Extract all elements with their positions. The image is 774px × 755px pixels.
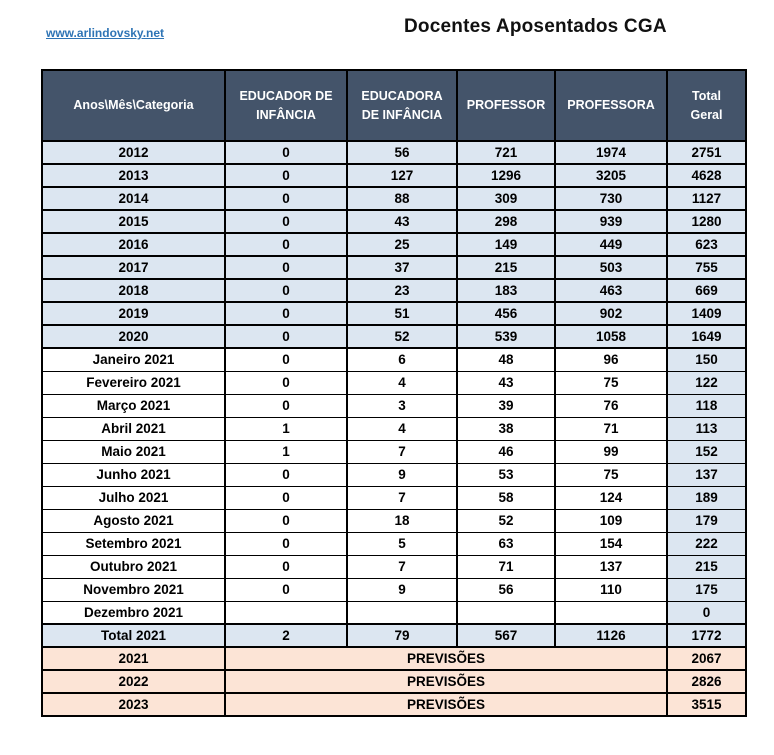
value-cell: 183 — [457, 279, 555, 302]
value-cell: 0 — [225, 532, 347, 555]
table-row — [42, 670, 746, 693]
table-row — [42, 394, 746, 417]
value-cell: 56 — [457, 578, 555, 601]
total-cell: 2826 — [667, 670, 746, 693]
value-cell: 76 — [555, 394, 667, 417]
table-row — [42, 578, 746, 601]
total-cell: 1409 — [667, 302, 746, 325]
total-cell: 122 — [667, 371, 746, 394]
value-cell: 539 — [457, 325, 555, 348]
value-cell: 0 — [225, 210, 347, 233]
value-cell — [555, 601, 667, 624]
column-header-educador-de-infancia — [225, 70, 347, 141]
value-cell: 1058 — [555, 325, 667, 348]
total-cell: 150 — [667, 348, 746, 371]
row-label-cell: 2021 — [42, 647, 225, 670]
table-row — [42, 164, 746, 187]
value-cell: 4 — [347, 371, 457, 394]
site-link[interactable]: www.arlindovsky.net — [46, 26, 165, 40]
value-cell: 567 — [457, 624, 555, 647]
total-cell: 1127 — [667, 187, 746, 210]
column-header-label: EDUCADOR DE INFÂNCIA — [239, 88, 333, 122]
value-cell: 137 — [555, 555, 667, 578]
value-cell: 9 — [347, 463, 457, 486]
value-cell: 43 — [457, 371, 555, 394]
row-label-cell: 2015 — [42, 210, 225, 233]
table-row — [42, 256, 746, 279]
value-cell: 215 — [457, 256, 555, 279]
table-row — [42, 187, 746, 210]
column-header-educadora-de-infancia — [347, 70, 457, 141]
value-cell: 7 — [347, 486, 457, 509]
value-cell: 48 — [457, 348, 555, 371]
row-label-cell: Novembro 2021 — [42, 578, 225, 601]
total-cell: 189 — [667, 486, 746, 509]
row-label-cell: Agosto 2021 — [42, 509, 225, 532]
table-row — [42, 647, 746, 670]
table-row — [42, 141, 746, 164]
value-cell: 0 — [225, 348, 347, 371]
retirees-table — [41, 69, 747, 717]
value-cell: 730 — [555, 187, 667, 210]
value-cell: 9 — [347, 578, 457, 601]
column-header-label: PROFESSOR — [466, 98, 546, 113]
value-cell: 127 — [347, 164, 457, 187]
value-cell: 124 — [555, 486, 667, 509]
total-cell: 113 — [667, 417, 746, 440]
value-cell: 0 — [225, 555, 347, 578]
value-cell: 58 — [457, 486, 555, 509]
total-cell: 152 — [667, 440, 746, 463]
row-label-cell: Setembro 2021 — [42, 532, 225, 555]
value-cell: 456 — [457, 302, 555, 325]
table-header — [42, 70, 746, 141]
table-row — [42, 302, 746, 325]
total-cell: 0 — [667, 601, 746, 624]
table-body — [42, 141, 746, 716]
value-cell: 96 — [555, 348, 667, 371]
forecast-label-cell: PREVISÕES — [225, 647, 667, 670]
table-row — [42, 233, 746, 256]
value-cell: 503 — [555, 256, 667, 279]
value-cell: 5 — [347, 532, 457, 555]
page-title: Docentes Aposentados CGA — [404, 16, 667, 37]
value-cell: 0 — [225, 256, 347, 279]
value-cell: 463 — [555, 279, 667, 302]
table-row — [42, 532, 746, 555]
value-cell: 0 — [225, 302, 347, 325]
value-cell: 52 — [347, 325, 457, 348]
value-cell: 0 — [225, 371, 347, 394]
total-cell: 2751 — [667, 141, 746, 164]
row-label-cell: 2022 — [42, 670, 225, 693]
value-cell: 79 — [347, 624, 457, 647]
value-cell: 38 — [457, 417, 555, 440]
value-cell: 71 — [457, 555, 555, 578]
table-row — [42, 693, 746, 716]
total-cell: 1280 — [667, 210, 746, 233]
column-header-label: Total Geral — [690, 88, 723, 122]
value-cell: 7 — [347, 440, 457, 463]
total-cell: 3515 — [667, 693, 746, 716]
value-cell: 51 — [347, 302, 457, 325]
value-cell: 1126 — [555, 624, 667, 647]
row-label-cell: 2014 — [42, 187, 225, 210]
value-cell: 1296 — [457, 164, 555, 187]
value-cell: 46 — [457, 440, 555, 463]
value-cell: 109 — [555, 509, 667, 532]
value-cell: 149 — [457, 233, 555, 256]
row-label-cell: 2017 — [42, 256, 225, 279]
value-cell: 52 — [457, 509, 555, 532]
total-cell: 755 — [667, 256, 746, 279]
value-cell: 43 — [347, 210, 457, 233]
column-header-total-geral — [667, 70, 746, 141]
value-cell: 0 — [225, 187, 347, 210]
forecast-label-cell: PREVISÕES — [225, 670, 667, 693]
total-cell: 179 — [667, 509, 746, 532]
forecast-label-cell: PREVISÕES — [225, 693, 667, 716]
row-label-cell: Dezembro 2021 — [42, 601, 225, 624]
row-label-cell: Fevereiro 2021 — [42, 371, 225, 394]
value-cell: 88 — [347, 187, 457, 210]
value-cell: 0 — [225, 141, 347, 164]
row-label-cell: Julho 2021 — [42, 486, 225, 509]
row-label-cell: 2020 — [42, 325, 225, 348]
column-header-anos-mes-categoria — [42, 70, 225, 141]
row-label-cell: Abril 2021 — [42, 417, 225, 440]
table-row — [42, 417, 746, 440]
table-row — [42, 371, 746, 394]
value-cell: 0 — [225, 463, 347, 486]
value-cell: 75 — [555, 463, 667, 486]
row-label-cell: 2018 — [42, 279, 225, 302]
table-row — [42, 555, 746, 578]
table-row — [42, 601, 746, 624]
value-cell: 0 — [225, 509, 347, 532]
value-cell: 0 — [225, 486, 347, 509]
total-cell: 623 — [667, 233, 746, 256]
value-cell: 0 — [225, 578, 347, 601]
value-cell: 1974 — [555, 141, 667, 164]
row-label-cell: 2013 — [42, 164, 225, 187]
table-row — [42, 463, 746, 486]
total-cell: 215 — [667, 555, 746, 578]
value-cell: 154 — [555, 532, 667, 555]
row-label-cell: Maio 2021 — [42, 440, 225, 463]
value-cell — [457, 601, 555, 624]
table-row — [42, 279, 746, 302]
value-cell: 721 — [457, 141, 555, 164]
value-cell: 23 — [347, 279, 457, 302]
value-cell: 0 — [225, 233, 347, 256]
value-cell: 3205 — [555, 164, 667, 187]
total-cell: 175 — [667, 578, 746, 601]
value-cell: 18 — [347, 509, 457, 532]
total-cell: 118 — [667, 394, 746, 417]
column-header-label: Anos\Mês\Categoria — [73, 98, 194, 113]
column-header-professora — [555, 70, 667, 141]
value-cell — [225, 601, 347, 624]
value-cell: 39 — [457, 394, 555, 417]
value-cell: 0 — [225, 325, 347, 348]
column-header-label: PROFESSORA — [567, 98, 655, 113]
value-cell: 99 — [555, 440, 667, 463]
value-cell: 56 — [347, 141, 457, 164]
value-cell: 110 — [555, 578, 667, 601]
total-cell: 1649 — [667, 325, 746, 348]
value-cell: 63 — [457, 532, 555, 555]
row-label-cell: Março 2021 — [42, 394, 225, 417]
table-row — [42, 348, 746, 371]
row-label-cell: 2019 — [42, 302, 225, 325]
total-cell: 669 — [667, 279, 746, 302]
column-header-professor — [457, 70, 555, 141]
value-cell: 6 — [347, 348, 457, 371]
value-cell: 0 — [225, 279, 347, 302]
total-cell: 1772 — [667, 624, 746, 647]
total-cell: 137 — [667, 463, 746, 486]
table-row — [42, 210, 746, 233]
value-cell: 2 — [225, 624, 347, 647]
row-label-cell: 2012 — [42, 141, 225, 164]
value-cell: 0 — [225, 164, 347, 187]
value-cell: 4 — [347, 417, 457, 440]
value-cell: 1 — [225, 417, 347, 440]
value-cell: 7 — [347, 555, 457, 578]
value-cell: 449 — [555, 233, 667, 256]
column-header-label: EDUCADORA DE INFÂNCIA — [361, 88, 443, 122]
value-cell: 3 — [347, 394, 457, 417]
row-label-cell: Total 2021 — [42, 624, 225, 647]
table-row — [42, 486, 746, 509]
table-row — [42, 440, 746, 463]
total-cell: 2067 — [667, 647, 746, 670]
value-cell: 309 — [457, 187, 555, 210]
header-row — [42, 70, 746, 141]
total-cell: 4628 — [667, 164, 746, 187]
row-label-cell: Junho 2021 — [42, 463, 225, 486]
value-cell: 902 — [555, 302, 667, 325]
table-row — [42, 509, 746, 532]
table-row — [42, 624, 746, 647]
row-label-cell: Outubro 2021 — [42, 555, 225, 578]
total-cell: 222 — [667, 532, 746, 555]
row-label-cell: 2023 — [42, 693, 225, 716]
value-cell: 75 — [555, 371, 667, 394]
row-label-cell: 2016 — [42, 233, 225, 256]
value-cell — [347, 601, 457, 624]
row-label-cell: Janeiro 2021 — [42, 348, 225, 371]
value-cell: 0 — [225, 394, 347, 417]
value-cell: 939 — [555, 210, 667, 233]
value-cell: 71 — [555, 417, 667, 440]
value-cell: 37 — [347, 256, 457, 279]
table-row — [42, 325, 746, 348]
value-cell: 25 — [347, 233, 457, 256]
value-cell: 298 — [457, 210, 555, 233]
value-cell: 53 — [457, 463, 555, 486]
value-cell: 1 — [225, 440, 347, 463]
